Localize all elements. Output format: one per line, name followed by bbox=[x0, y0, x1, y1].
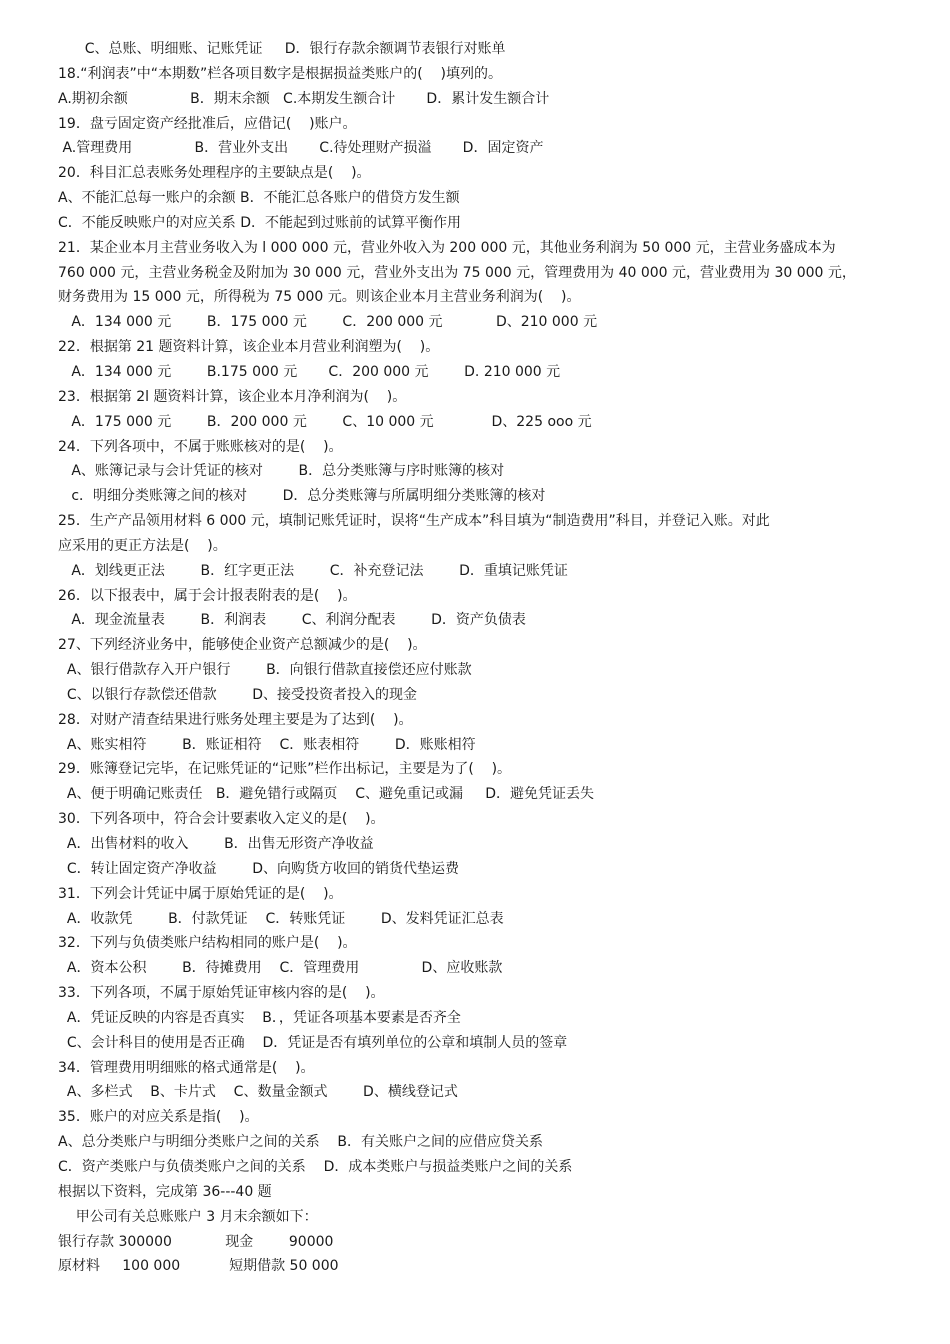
question-25-line-1: 25．生产产品领用材料 6 000 元，填制记账凭证时，误将“生产成本”科目填为“制造费用”科目，并登记入账。对此 bbox=[58, 513, 770, 530]
question-31-options: A．收款凭 B．付款凭证 C．转账凭证 D、发料凭证汇总表 bbox=[58, 910, 504, 927]
question-27: 27、下列经济业务中，能够使企业资产总额减少的是( )。 bbox=[58, 637, 427, 654]
material-intro: 根据以下资料，完成第 36---40 题 bbox=[58, 1183, 272, 1200]
question-29-options: A、便于明确记账责任 B．避免错行或隔页 C、避免重记或漏 D．避免凭证丢失 bbox=[58, 786, 595, 803]
question-35-options-1: A、总分类账户与明细分类账户之间的关系 B．有关账户之间的应借应贷关系 bbox=[58, 1134, 543, 1151]
question-32: 32．下列与负债类账户结构相同的账户是( )。 bbox=[58, 935, 357, 952]
balance-row-1: 银行存款 300000 现金 90000 bbox=[58, 1233, 334, 1250]
material-heading: 甲公司有关总账账户 3 月末余额如下： bbox=[58, 1208, 318, 1225]
question-24: 24．下列各项中，不属于账账核对的是( )。 bbox=[58, 438, 343, 455]
question-20-options-2: C．不能反映账户的对应关系 D．不能起到过账前的试算平衡作用 bbox=[58, 214, 462, 231]
question-25-options: A．划线更正法 B．红字更正法 C．补充登记法 D．重填记账凭证 bbox=[58, 562, 568, 579]
question-21-line-3: 财务费用为 15 000 元，所得税为 75 000 元。则该企业本月主营业务利润为( )。 bbox=[58, 289, 581, 306]
question-18: 18.“利润表”中“本期数”栏各项目数字是根据损益类账户的( )填列的。 bbox=[58, 65, 502, 82]
question-28-options: A、账实相符 B．账证相符 C．账表相符 D．账账相符 bbox=[58, 736, 476, 753]
question-23: 23．根据第 2l 题资料计算，该企业本月净利润为( )。 bbox=[58, 388, 407, 405]
question-24-options-2: c．明细分类账簿之间的核对 D．总分类账簿与所属明细分类账簿的核对 bbox=[58, 488, 546, 505]
question-19: 19．盘亏固定资产经批准后，应借记( )账户。 bbox=[58, 115, 357, 132]
balance-row-2: 原材料 100 000 短期借款 50 000 bbox=[58, 1258, 339, 1275]
question-22: 22．根据第 21 题资料计算，该企业本月营业利润塑为( )。 bbox=[58, 339, 440, 356]
question-26-options: A．现金流量表 B．利润表 C、利润分配表 D．资产负债表 bbox=[58, 612, 526, 629]
question-35: 35．账户的对应关系是指( )。 bbox=[58, 1109, 259, 1126]
question-23-options: A．175 000 元 B．200 000 元 C、10 000 元 D、225 ooo 元 bbox=[58, 413, 592, 430]
text-line: C、总账、明细账、记账凭证 D．银行存款余额调节表银行对账单 bbox=[58, 41, 506, 57]
question-18-options: A.期初余额 B．期末余额 C.本期发生额合计 D．累计发生额合计 bbox=[58, 90, 550, 107]
question-30-options-2: C．转让固定资产净收益 D、向购货方收回的销货代垫运费 bbox=[58, 860, 460, 877]
question-33: 33．下列各项，不属于原始凭证审核内容的是( )。 bbox=[58, 985, 385, 1002]
question-30: 30．下列各项中，符合会计要素收入定义的是( )。 bbox=[58, 811, 385, 828]
question-21-line-2: 760 000 元，主营业务税金及附加为 30 000 元，营业外支出为 75 000 元，管理费用为 40 000 元，营业费用为 30 000 元， bbox=[58, 264, 856, 281]
question-31: 31．下列会计凭证中属于原始凭证的是( )。 bbox=[58, 885, 343, 902]
question-28: 28．对财产清查结果进行账务处理主要是为了达到( )。 bbox=[58, 711, 413, 728]
question-32-options: A．资本公积 B．待摊费用 C．管理费用 D、应收账款 bbox=[58, 960, 503, 977]
question-34-options: A、多栏式 B、卡片式 C、数量金额式 D、横线登记式 bbox=[58, 1084, 458, 1101]
question-33-options-1: A．凭证反映的内容是否真实 B．，凭证各项基本要素是否齐全 bbox=[58, 1009, 461, 1026]
question-35-options-2: C．资产类账户与负债类账户之间的关系 D．成本类账户与损益类账户之间的关系 bbox=[58, 1158, 573, 1175]
question-34: 34．管理费用明细账的格式通常是( )。 bbox=[58, 1059, 315, 1076]
question-27-options-1: A、银行借款存入开户银行 B．向银行借款直接偿还应付账款 bbox=[58, 662, 472, 679]
question-22-options: A．134 000 元 B.175 000 元 C．200 000 元 D. 210 000 元 bbox=[58, 363, 561, 380]
question-25-line-2: 应采用的更正方法是( )。 bbox=[58, 537, 227, 554]
question-26: 26．以下报表中，属于会计报表附表的是( )。 bbox=[58, 587, 357, 604]
question-20: 20．科目汇总表账务处理程序的主要缺点是( )。 bbox=[58, 165, 371, 182]
question-27-options-2: C、以银行存款偿还借款 D、接受投资者投入的现金 bbox=[58, 686, 418, 703]
question-24-options-1: A、账簿记录与会计凭证的核对 B．总分类账簿与序时账簿的核对 bbox=[58, 463, 505, 480]
question-29: 29．账簿登记完毕，在记账凭证的“记账”栏作出标记，主要是为了( )。 bbox=[58, 761, 512, 778]
question-19-options: A.管理费用 B．营业外支出 C.待处理财产损溢 D．固定资产 bbox=[58, 140, 544, 157]
question-33-options-2: C、会计科目的使用是否正确 D．凭证是否有填列单位的公章和填制人员的签章 bbox=[58, 1034, 568, 1051]
question-21-options: A．134 000 元 B．175 000 元 C．200 000 元 D、210 000 元 bbox=[58, 314, 598, 331]
question-30-options-1: A．出售材料的收入 B．出售无形资产净收益 bbox=[58, 836, 374, 852]
question-21-line-1: 21．某企业本月主营业务收入为 l 000 000 元，营业外收入为 200 000 元，其他业务利润为 50 000 元，主营业务盛成本为 bbox=[58, 239, 836, 256]
question-20-options-1: A、不能汇总每一账户的余额 B．不能汇总各账户的借贷方发生额 bbox=[58, 190, 460, 207]
